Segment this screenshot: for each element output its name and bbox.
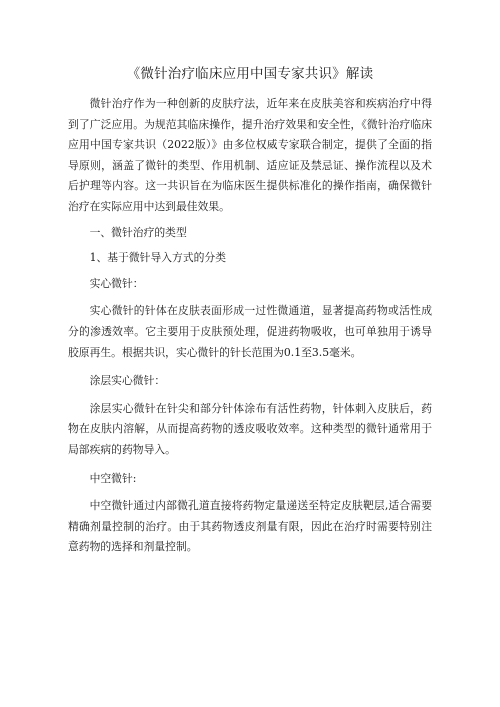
subsection-heading-import-method: 1、基于微针导入方式的分类 bbox=[89, 251, 227, 265]
document-title: 《微针治疗临床应用中国专家共识》解读 bbox=[126, 66, 374, 82]
coated-microneedle-text: 涂层实心微针在针尖和部分针体涂布有活性药物，针体刺入皮肤后，药物在皮肤内溶解，从而提高药物的透皮吸收效率。这种类型的微针通常用于局部疾病的药物导入。 bbox=[68, 401, 432, 456]
coated-microneedle-label: 涂层实心微针： bbox=[89, 374, 166, 388]
solid-microneedle-label: 实心微针： bbox=[89, 276, 144, 290]
hollow-microneedle-label: 中空微针: bbox=[89, 471, 137, 485]
section-heading-types: 一、微针治疗的类型 bbox=[89, 225, 187, 239]
solid-microneedle-text: 实心微针的针体在皮肤表面形成一过性微通道，显著提高药物或活性成分的渗透效率。它主要用于皮肤预处理，促进药物吸收，也可单独用于诱导胶原再生。根据共识，实心微针的针长范围为0.1至3.5毫米。 bbox=[68, 304, 432, 359]
intro-paragraph: 微针治疗作为一种创新的皮肤疗法，近年来在皮肤美容和疾病治疗中得到了广泛应用。为规范其临床操作，提升治疗效果和安全性，《微针治疗临床应用中国专家共识（2022版）》由多位权威专家联合制定，提供了全面的指导原则，涵盖了微针的类型、作用机制、适应证及禁忌证、操作流程以及术后护理等内容。这一共识旨在为临床医生提供标准化的操作指南，确保微针治疗在实际应用中达到最佳效果。 bbox=[68, 97, 432, 213]
hollow-microneedle-text: 中空微针通过内部微孔道直接将药物定量递送至特定皮肤靶层,适合需要精确剂量控制的治疗。由于其药物透皮剂量有限，因此在治疗时需要特别注意药物的选择和剂量控制。 bbox=[68, 499, 432, 554]
